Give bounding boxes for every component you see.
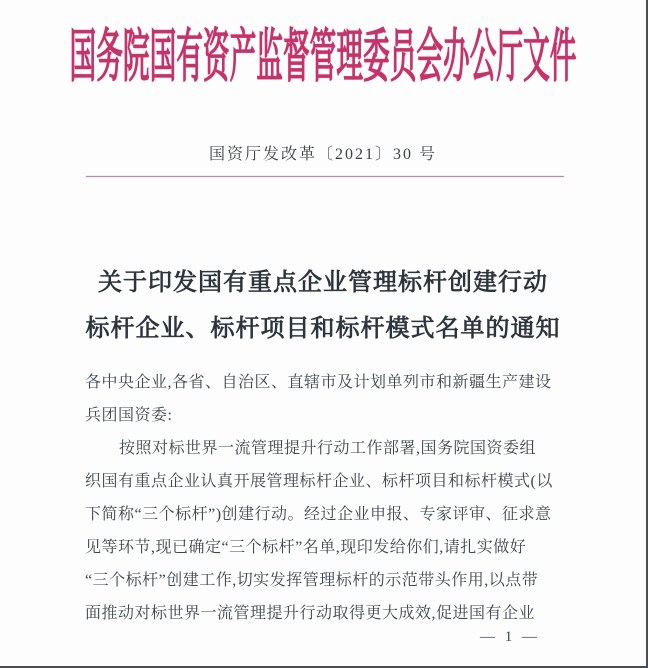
page-number: — 1 — bbox=[480, 629, 540, 645]
paragraph-line-2: 织国有重点企业认真开展管理标杆企业、标杆项目和标杆模式(以 bbox=[85, 473, 553, 490]
letterhead-title: 国务院国有资产监督管理委员会办公厅文件 bbox=[69, 24, 577, 89]
notice-title bbox=[0, 260, 646, 352]
recipients-line-2: 兵团国资委: bbox=[85, 407, 173, 424]
body-text bbox=[85, 366, 567, 630]
notice-title-line2: 标杆企业、标杆项目和标杆模式名单的通知 bbox=[85, 316, 561, 342]
paragraph-line-3: 下简称“三个标杆”)创建行动。经过企业申报、专家评审、征求意 bbox=[85, 506, 552, 523]
paragraph-line-6: 面推动对标世界一流管理提升行动取得更大成效,促进国有企业 bbox=[85, 605, 536, 622]
paragraph-line-4: 见等环节,现已确定“三个标杆”名单,现印发给你们,请扎实做好 bbox=[85, 539, 527, 556]
paragraph-line-5: “三个标杆”创建工作,切实发挥管理标杆的示范带头作用,以点带 bbox=[85, 572, 539, 589]
recipients-line-1: 各中央企业,各省、自治区、直辖市及计划单列市和新疆生产建设 bbox=[85, 374, 552, 391]
paragraph-line-1: 按照对标世界一流管理提升行动工作部署,国务院国资委组 bbox=[119, 440, 537, 457]
notice-title-line1: 关于印发国有重点企业管理标杆创建行动 bbox=[98, 270, 548, 296]
document-number: 国资厅发改革〔2021〕30 号 bbox=[208, 146, 437, 163]
red-divider-line bbox=[86, 176, 564, 177]
